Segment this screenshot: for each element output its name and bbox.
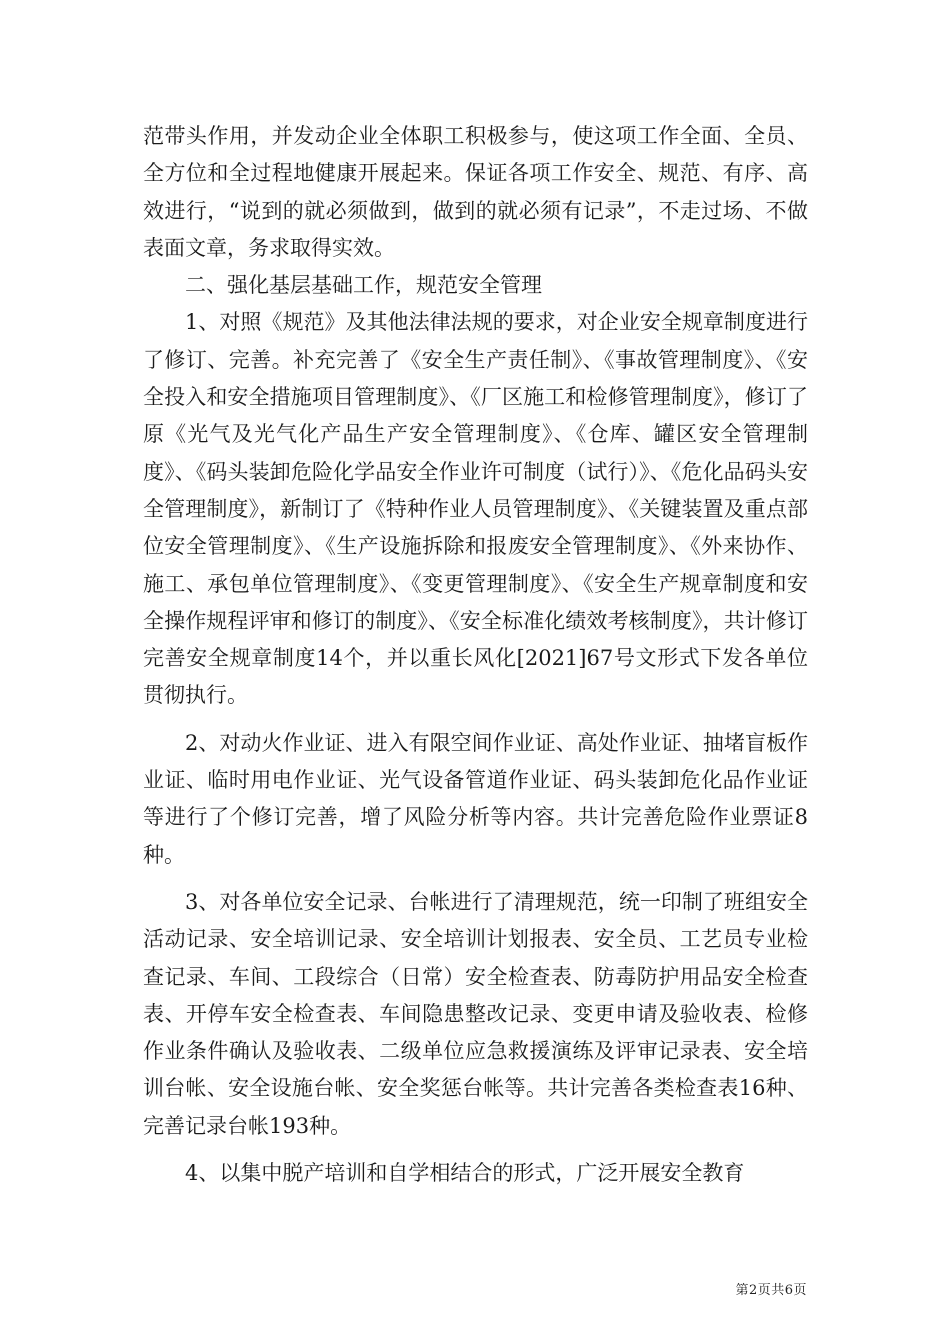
paragraph-item-2: 2、对动火作业证、进入有限空间作业证、高处作业证、抽堵盲板作业证、临时用电作业证、光气设备管道作业证、码头装卸危化品作业证等进行了个修订完善，增了风险分析等内容。共计完善危险作业票证8种。 [143,730,808,867]
paragraph-item-3: 3、对各单位安全记录、台帐进行了清理规范，统一印制了班组安全活动记录、安全培训记录、安全培训计划报表、安全员、工艺员专业检查记录、车间、工段综合（日常）安全检查表、防毒防护用品安全检查表、开停车安全检查表、车间隐患整改记录、变更申请及验收表、检修作业条件确认及验收表、二级单位应急救援演练及评审记录表、安全培训台帐、安全设施台帐、安全奖惩台帐等。共计完善各类检查表16种、完善记录台帐193种。 [143,889,808,1138]
section-heading: 二、强化基层基础工作，规范安全管理 [185,273,542,298]
page-number-footer: 第2页共6页 [735,1283,807,1298]
paragraph-item-4: 4、以集中脱产培训和自学相结合的形式，广泛开展安全教育 [185,1161,745,1186]
document-body [143,118,808,1192]
paragraph-item-1: 1、对照《规范》及其他法律法规的要求，对企业安全规章制度进行了修订、完善。补充完善了《安全生产责任制》、《事故管理制度》、《安全投入和安全措施项目管理制度》、《厂区施工和检修管理制度》，修订了原《光气及光气化产品生产安全管理制度》、《仓库、罐区安全管理制度》、《码头装卸危险化学品安全作业许可制度（试行）》、《危化品码头安全管理制度》，新制订了《特种作业人员管理制度》、《关键装置及重点部位安全管理制度》、《生产设施拆除和报废安全管理制度》、《外来协作、施工、承包单位管理制度》、《变更管理制度》、《安全生产规章制度和安全操作规程评审和修订的制度》、《安全标准化绩效考核制度》，共计修订完善安全规章制度14个，并以重长风化[2021]67号文形式下发各单位贯彻执行。 [143,310,808,708]
paragraph-continuation: 范带头作用，并发动企业全体职工积极参与，使这项工作全面、全员、全方位和全过程地健康开展起来。保证各项工作安全、规范、有序、高效进行，“说到的就必须做到，做到的就必须有记录”，不走过场、不做表面文章，务求取得实效。 [143,124,808,260]
